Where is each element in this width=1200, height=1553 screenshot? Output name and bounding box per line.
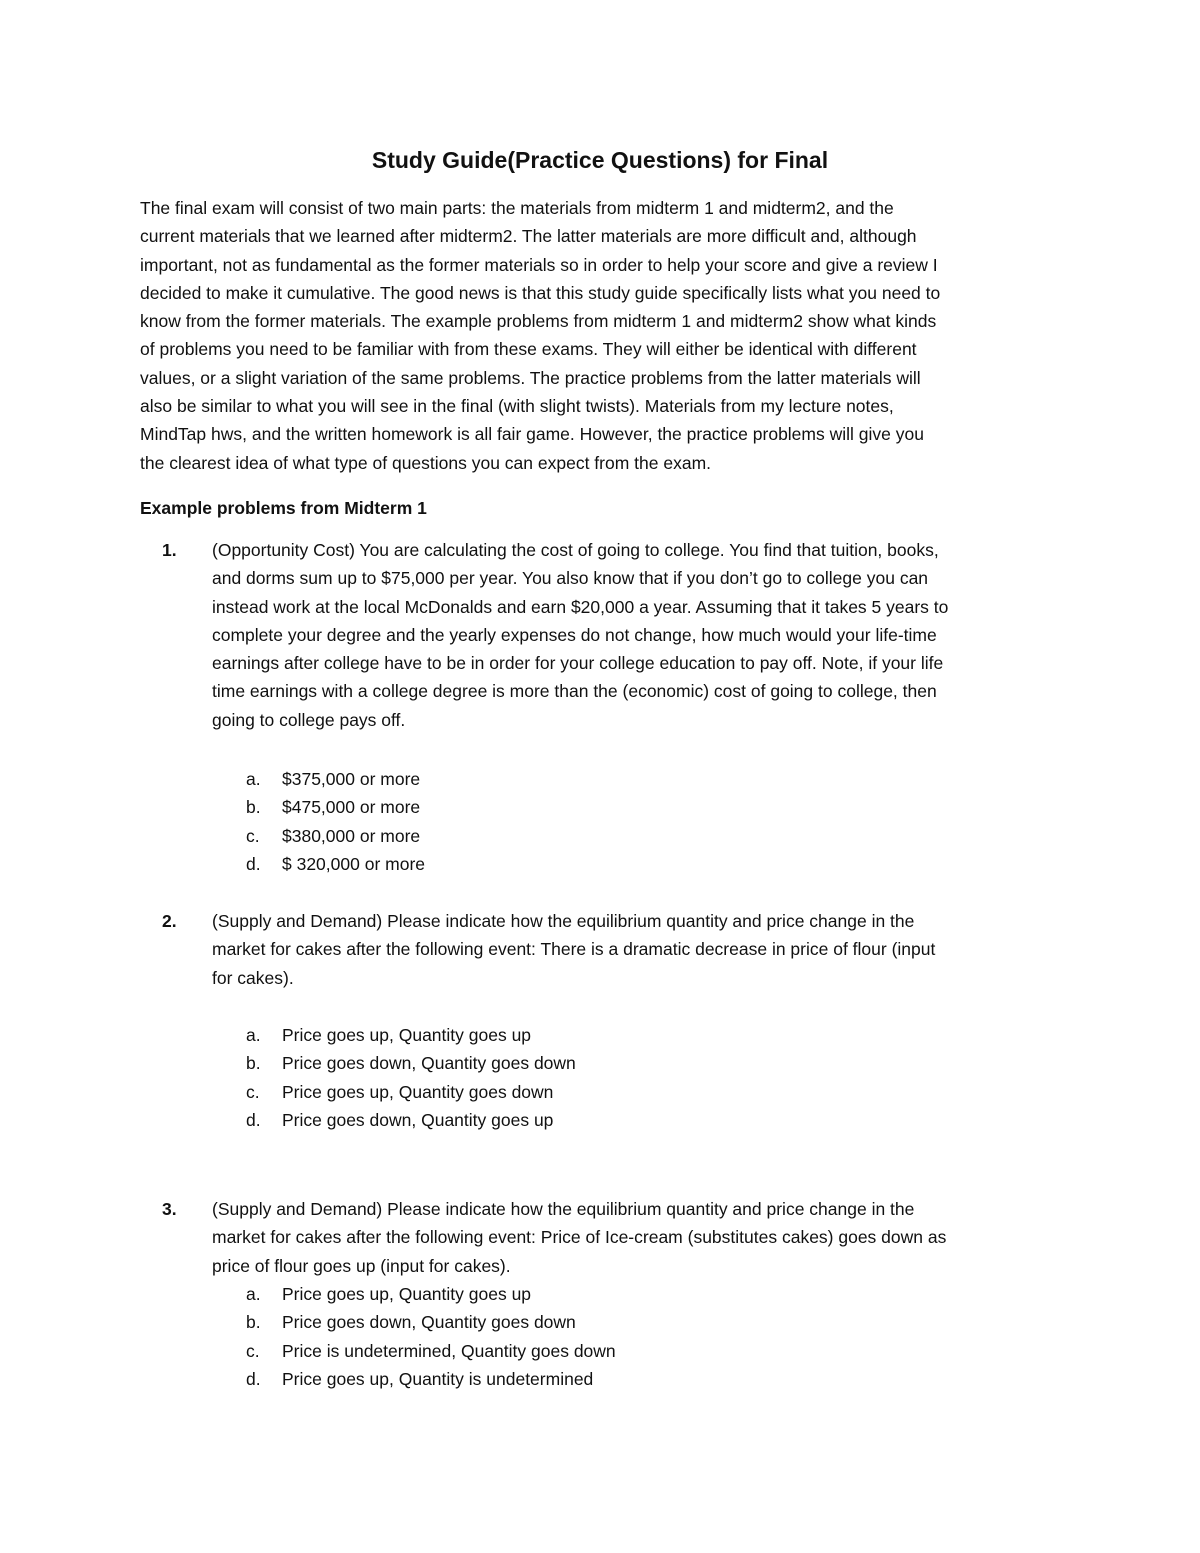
- option-text: Price goes down, Quantity goes down: [282, 1053, 576, 1074]
- option-letter: d.: [246, 1368, 261, 1389]
- intro-line: know from the former materials. The example problems from midterm 1 and midterm2 show what kinds: [140, 311, 937, 332]
- intro-line: also be similar to what you will see in the final (with slight twists). Materials from my lecture notes,: [140, 396, 894, 417]
- question-line: (Supply and Demand) Please indicate how the equilibrium quantity and price change in the: [212, 911, 915, 931]
- option-text: Price goes up, Quantity goes up: [282, 1284, 532, 1304]
- question-line: for cakes).: [212, 967, 294, 988]
- question-line: market for cakes after the following event: There is a dramatic decrease in price of flour (input: [212, 939, 936, 960]
- intro-paragraph: [140, 194, 1070, 477]
- question-number: 3.: [162, 1199, 177, 1219]
- answer-option: [246, 1049, 576, 1077]
- answer-option: [246, 850, 425, 878]
- question-line: going to college pays off.: [212, 709, 406, 730]
- section-heading: Example problems from Midterm 1: [140, 498, 427, 518]
- intro-line: current materials that we learned after midterm2. The latter materials are more difficult and, although: [140, 226, 917, 247]
- question-text: [212, 536, 1092, 734]
- intro-line: important, not as fundamental as the former materials so in order to help your score and give a review I: [140, 254, 938, 275]
- option-letter: b.: [246, 797, 261, 818]
- question-line: market for cakes after the following event: Price of Ice-cream (substitutes cakes) goes down as: [212, 1227, 947, 1248]
- question-line: earnings after college have to be in order for your college education to pay off. Note, if your life: [212, 653, 944, 674]
- option-letter: b.: [246, 1312, 261, 1333]
- intro-line: values, or a slight variation of the same problems. The practice problems from the latter materials will: [140, 367, 921, 388]
- question-text: [212, 1195, 1092, 1280]
- option-letter: a.: [246, 769, 261, 789]
- intro-line: the clearest idea of what type of questions you can expect from the exam.: [140, 452, 712, 473]
- question-line: time earnings with a college degree is more than the (economic) cost of going to college, then: [212, 681, 937, 702]
- question-line: instead work at the local McDonalds and earn $20,000 a year. Assuming that it takes 5 years to: [212, 596, 949, 617]
- option-letter: c.: [246, 1340, 260, 1361]
- answer-options: [246, 1280, 616, 1393]
- option-letter: d.: [246, 853, 261, 874]
- answer-option: [246, 793, 425, 821]
- answer-options: [246, 765, 425, 878]
- option-text: Price goes up, Quantity goes down: [282, 1081, 554, 1102]
- answer-option: [246, 1337, 616, 1365]
- option-text: Price goes up, Quantity is undetermined: [282, 1368, 594, 1389]
- intro-line: decided to make it cumulative. The good news is that this study guide specifically lists what you need to: [140, 282, 941, 303]
- question-line: and dorms sum up to $75,000 per year. You also know that if you don’t go to college you can: [212, 568, 929, 589]
- option-text: $380,000 or more: [282, 825, 421, 846]
- option-letter: c.: [246, 825, 260, 846]
- option-letter: b.: [246, 1053, 261, 1074]
- answer-option: [246, 1021, 576, 1049]
- intro-line: The final exam will consist of two main parts: the materials from midterm 1 and midterm2, and the: [140, 198, 894, 218]
- question-line: price of flour goes up (input for cakes).: [212, 1255, 511, 1276]
- question-line: (Opportunity Cost) You are calculating the cost of going to college. You find that tuition, books,: [212, 540, 939, 560]
- answer-options: [246, 1021, 576, 1134]
- answer-option: [246, 1365, 616, 1393]
- answer-option: [246, 822, 425, 850]
- answer-option: [246, 765, 425, 793]
- intro-line: MindTap hws, and the written homework is all fair game. However, the practice problems will give you: [140, 424, 924, 445]
- answer-option: [246, 1078, 576, 1106]
- option-letter: d.: [246, 1109, 261, 1130]
- option-text: Price goes down, Quantity goes down: [282, 1312, 576, 1333]
- answer-option: [246, 1308, 616, 1336]
- question-number: 1.: [162, 540, 177, 560]
- question-line: complete your degree and the yearly expenses do not change, how much would your life-time: [212, 624, 937, 645]
- option-text: $375,000 or more: [282, 769, 421, 789]
- question-number: 2.: [162, 911, 177, 931]
- answer-option: [246, 1280, 616, 1308]
- option-text: $475,000 or more: [282, 797, 421, 818]
- option-text: Price goes up, Quantity goes up: [282, 1025, 532, 1045]
- question-text: [212, 907, 1092, 992]
- option-text: Price goes down, Quantity goes up: [282, 1109, 554, 1130]
- option-letter: a.: [246, 1284, 261, 1304]
- answer-option: [246, 1106, 576, 1134]
- option-text: Price is undetermined, Quantity goes down: [282, 1340, 616, 1361]
- option-letter: a.: [246, 1025, 261, 1045]
- question-line: (Supply and Demand) Please indicate how the equilibrium quantity and price change in the: [212, 1199, 915, 1219]
- page-title: Study Guide(Practice Questions) for Final: [371, 147, 829, 173]
- option-text: $ 320,000 or more: [282, 853, 426, 874]
- intro-line: of problems you need to be familiar with from these exams. They will either be identical with different: [140, 339, 917, 360]
- option-letter: c.: [246, 1081, 260, 1102]
